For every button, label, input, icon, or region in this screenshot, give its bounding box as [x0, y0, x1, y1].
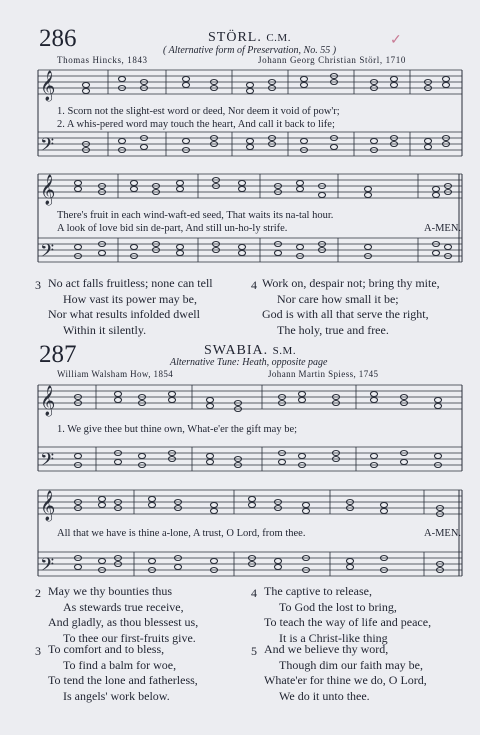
- amen-label: A-MEN.: [424, 223, 462, 234]
- verse-line: The captive to release,: [264, 584, 372, 598]
- verse-number: 2: [35, 586, 41, 600]
- svg-text:𝄢: 𝄢: [40, 135, 55, 160]
- lyrics-line: 1. We give thee but thine own, What-e'er the gift may be;: [57, 424, 298, 435]
- music-system-3: [38, 381, 462, 491]
- lyrics-line: 2. A whis-pered word may touch the heart, And call it back to life;: [57, 119, 335, 130]
- verse-line: The holy, true and free.: [277, 322, 389, 337]
- verse-line: Work on, despair not; bring thy mite,: [262, 276, 440, 290]
- verse-line: May we thy bounties thus: [48, 584, 172, 598]
- music-credit: Johann Martin Spiess, 1745: [268, 369, 379, 379]
- lyrics-line: 1. Scorn not the slight-est word or deed, Nor deem it void of pow'r;: [57, 106, 340, 117]
- verse-line: And gladly, as thou blessest us,: [48, 615, 199, 629]
- verse-number: 3: [35, 644, 41, 658]
- meter: C.M.: [266, 32, 291, 44]
- verse-line: Though dim our faith may be,: [279, 657, 423, 672]
- verse-number: 5: [251, 644, 257, 658]
- verse-text: [48, 642, 198, 704]
- lyrics-line: A look of love bid sin de-part, And still un-ho-ly strife.: [57, 223, 288, 234]
- music-system-4: [38, 486, 462, 596]
- svg-text:𝄞: 𝄞: [40, 71, 56, 101]
- verse-line: To thee our first-fruits give.: [63, 630, 196, 645]
- verse-line: Is angels' work below.: [63, 688, 170, 703]
- verse-line: To find a balm for woe,: [63, 657, 177, 672]
- verse-line: To God the lost to bring,: [279, 599, 397, 614]
- svg-text:𝄢: 𝄢: [40, 241, 55, 266]
- verse-number: 3: [35, 278, 41, 292]
- verse-line: How vast its power may be,: [63, 291, 197, 306]
- verse-text: [264, 584, 431, 646]
- verse-line: Whate'er for thine we do, O Lord,: [264, 673, 427, 687]
- svg-text:𝄢: 𝄢: [40, 450, 55, 475]
- hymn-number: 286: [39, 25, 77, 52]
- hymn-title: [208, 30, 291, 46]
- music-credit: Johann Georg Christian Störl, 1710: [258, 55, 406, 65]
- verse-line: God is with all that serve the right,: [262, 307, 429, 321]
- verse-line: Within it silently.: [63, 322, 147, 337]
- verse-line: Nor care how small it be;: [277, 291, 399, 306]
- verse-line: As stewards true receive,: [63, 599, 184, 614]
- verse-line: And we believe thy word,: [264, 642, 389, 656]
- verse-line: Nor what results infolded dwell: [48, 307, 200, 321]
- verse-line: It is a Christ-like thing: [279, 630, 388, 645]
- words-credit: Thomas Hincks, 1843: [57, 55, 148, 65]
- hymn-number: 287: [39, 341, 77, 368]
- verse-text: [48, 276, 213, 338]
- verse-line: To comfort and to bless,: [48, 642, 165, 656]
- hymn-subtitle: ( Alternative form of Preservation, No. 55 ): [163, 45, 337, 56]
- pencil-check-mark: ✓: [390, 33, 402, 48]
- svg-text:𝄢: 𝄢: [40, 555, 55, 580]
- svg-text:𝄞: 𝄞: [40, 386, 56, 416]
- verse-text: [48, 584, 198, 646]
- verse-number: 4: [251, 586, 257, 600]
- verse-line: To teach the way of life and peace,: [264, 615, 432, 629]
- tune-name: STÖRL.: [208, 30, 262, 45]
- lyrics-line: All that we have is thine a-lone, A trust, O Lord, from thee.: [57, 528, 306, 539]
- verse-text: [262, 276, 440, 338]
- words-credit: William Walsham How, 1854: [57, 369, 174, 379]
- hymn-subtitle: Alternative Tune: Heath, opposite page: [170, 357, 328, 368]
- verse-text: [264, 642, 427, 704]
- verse-line: We do it unto thee.: [279, 688, 370, 703]
- tune-name: SWABIA.: [204, 343, 269, 358]
- verse-line: To tend the lone and fatherless,: [48, 673, 198, 687]
- verse-line: No act falls fruitless; none can tell: [48, 276, 213, 290]
- lyrics-line: There's fruit in each wind-waft-ed seed, That waits its na-tal hour.: [57, 210, 334, 221]
- meter: S.M.: [272, 345, 297, 357]
- svg-text:𝄞: 𝄞: [40, 175, 56, 205]
- svg-text:𝄞: 𝄞: [40, 491, 56, 521]
- amen-label: A-MEN.: [424, 528, 462, 539]
- verse-number: 4: [251, 278, 257, 292]
